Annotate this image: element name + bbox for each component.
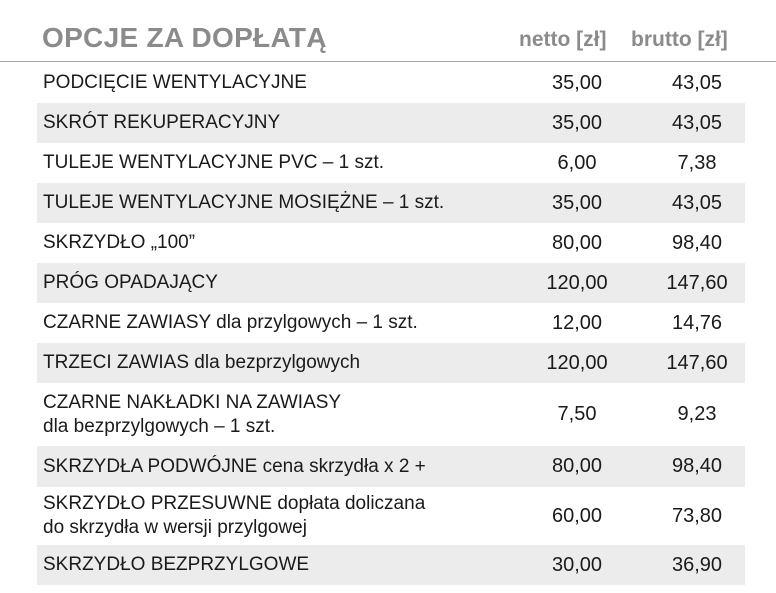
price-brutto: 98,40 xyxy=(671,231,723,254)
option-name: SKRÓT REKUPERACYJNY xyxy=(43,112,281,133)
price-brutto: 9,23 xyxy=(677,403,717,425)
option-name: TULEJE WENTYLACYJNE PVC – 1 szt. xyxy=(43,152,385,173)
option-name: SKRZYDŁO „100” xyxy=(43,232,196,253)
option-name: PRÓG OPADAJĄCY xyxy=(43,272,218,293)
table-row xyxy=(37,446,745,487)
price-netto: 12,00 xyxy=(551,311,603,334)
column-header-brutto: brutto [zł] xyxy=(631,28,728,51)
option-name: PODCIĘCIE WENTYLACYJNE xyxy=(43,72,307,93)
option-name: TULEJE WENTYLACYJNE MOSIĘŻNE – 1 szt. xyxy=(43,192,445,213)
price-netto: 7,50 xyxy=(557,403,597,425)
option-name: SKRZYDŁO PRZESUWNE dopłata doliczana do skrzydła w wersji przylgowej xyxy=(43,493,426,538)
table-row xyxy=(37,103,745,143)
table-row xyxy=(37,143,745,183)
table-row xyxy=(37,303,745,343)
price-netto: 30,00 xyxy=(551,553,603,576)
option-name: TRZECI ZAWIAS dla bezprzylgowych xyxy=(43,352,361,373)
table-row xyxy=(37,343,745,383)
price-netto: 80,00 xyxy=(551,231,603,254)
price-brutto: 43,05 xyxy=(671,191,723,214)
option-name: CZARNE ZAWIASY dla przylgowych – 1 szt. xyxy=(43,312,418,333)
price-netto: 60,00 xyxy=(551,504,603,527)
table-header xyxy=(0,0,776,62)
table-row xyxy=(37,263,745,303)
price-brutto: 7,38 xyxy=(677,151,717,174)
price-brutto: 36,90 xyxy=(671,553,723,576)
table-row xyxy=(37,223,745,263)
price-brutto: 14,76 xyxy=(671,311,723,334)
price-brutto: 43,05 xyxy=(671,111,723,134)
table-row xyxy=(37,63,745,103)
option-name: SKRZYDŁA PODWÓJNE cena skrzydła x 2 + xyxy=(43,455,426,477)
price-netto: 6,00 xyxy=(557,151,597,174)
price-brutto: 43,05 xyxy=(671,71,723,94)
price-netto: 80,00 xyxy=(551,455,603,477)
table-row xyxy=(37,183,745,223)
price-netto: 35,00 xyxy=(551,111,603,134)
option-name: CZARNE NAKŁADKI NA ZAWIASY dla bezprzylgowych – 1 szt. xyxy=(43,391,342,437)
column-header-netto: netto [zł] xyxy=(519,28,607,51)
table-row xyxy=(37,487,745,545)
price-brutto: 73,80 xyxy=(671,504,723,527)
table-row xyxy=(37,383,745,446)
page-title: OPCJE ZA DOPŁATĄ xyxy=(42,22,327,53)
price-netto: 120,00 xyxy=(546,351,608,374)
price-netto: 35,00 xyxy=(551,71,603,94)
price-netto: 35,00 xyxy=(551,191,603,214)
option-name: SKRZYDŁO BEZPRZYLGOWE xyxy=(43,554,310,575)
price-brutto: 98,40 xyxy=(671,455,723,477)
options-table xyxy=(37,63,745,585)
price-brutto: 147,60 xyxy=(666,271,728,294)
price-brutto: 147,60 xyxy=(666,351,728,374)
table-row xyxy=(37,545,745,585)
price-netto: 120,00 xyxy=(546,271,608,294)
